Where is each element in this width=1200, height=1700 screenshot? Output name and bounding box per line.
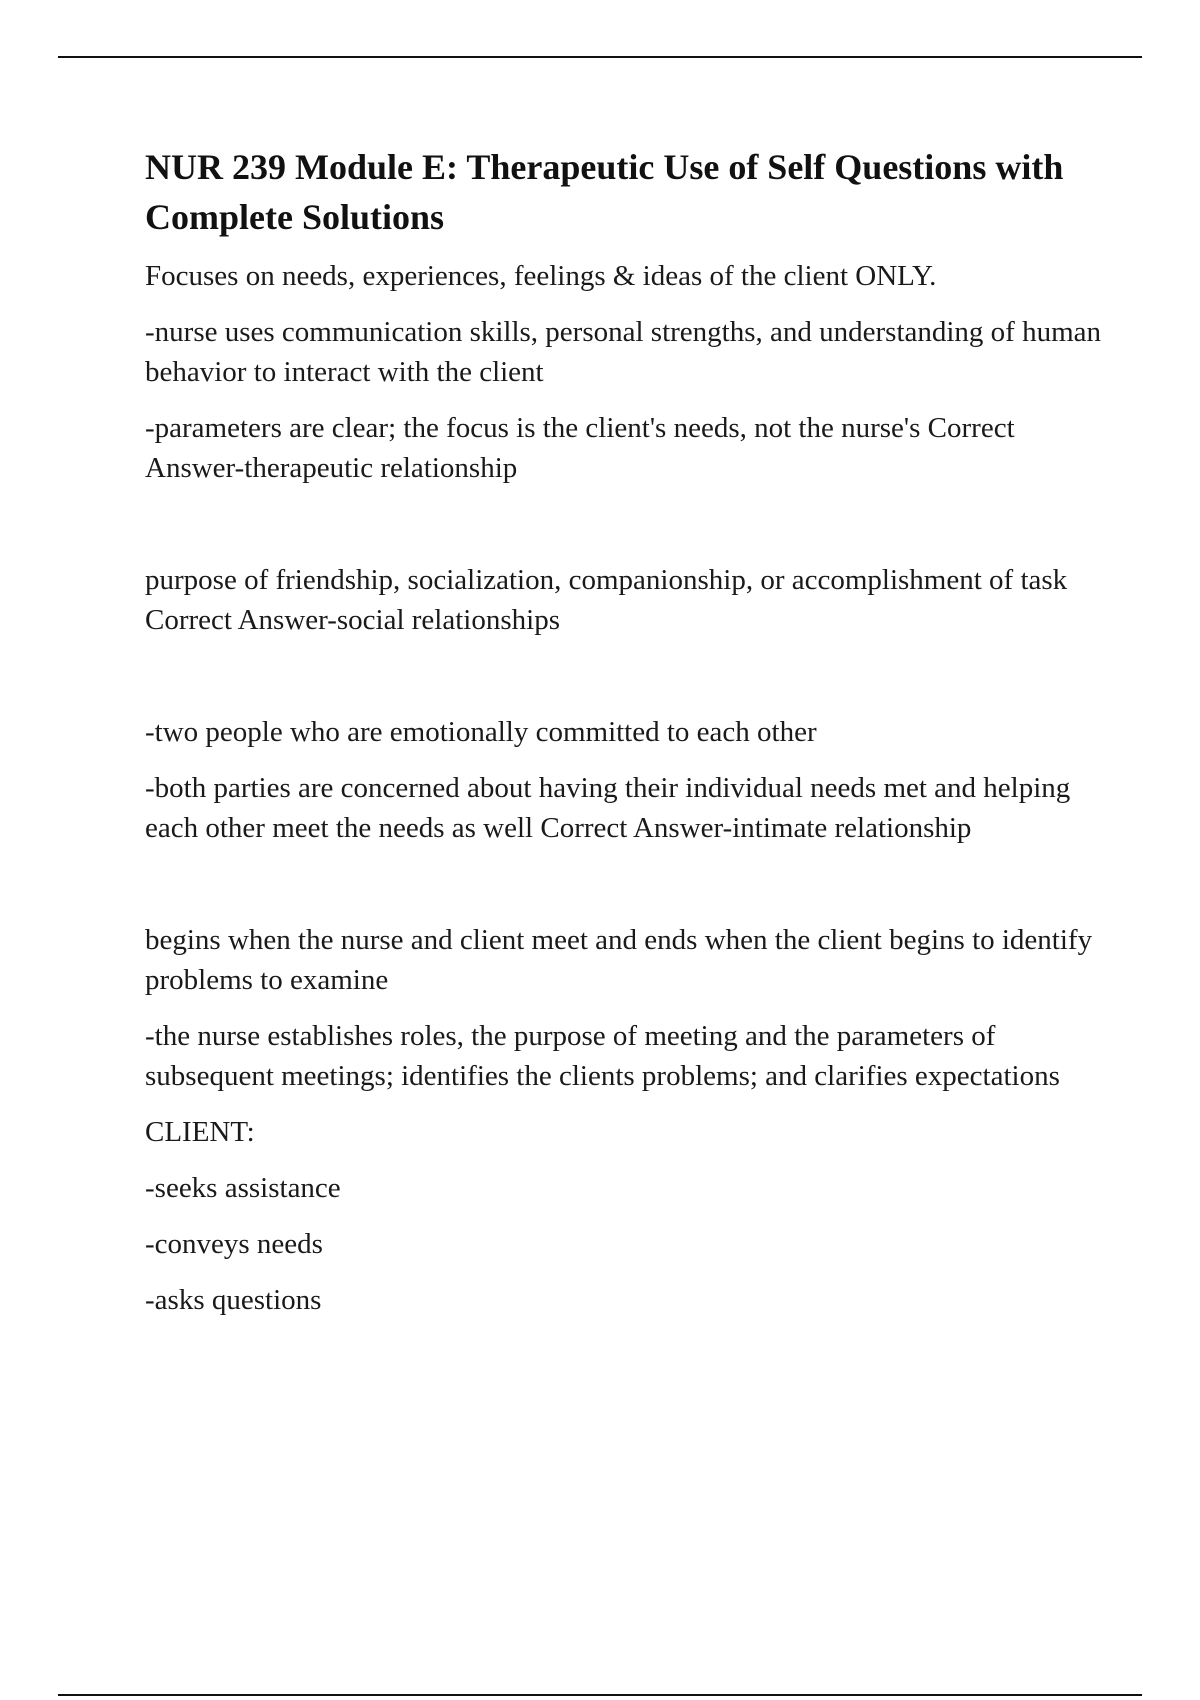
paragraph: -seeks assistance (145, 1172, 341, 1204)
paragraph: -conveys needs (145, 1228, 323, 1260)
paragraph: Focuses on needs, experiences, feelings & ideas of the client ONLY. (145, 260, 937, 292)
paragraph: purpose of friendship, socialization, companionship, or accomplishment of task Correct Answer-social relationships (145, 564, 1068, 636)
qa-block-orientation (145, 920, 1105, 1320)
block-spacer (145, 656, 1105, 712)
block-spacer (145, 504, 1105, 560)
header-rule (58, 56, 1142, 58)
document-title: NUR 239 Module E: Therapeutic Use of Self Questions with Complete Solutions (145, 147, 1064, 237)
block-spacer (145, 864, 1105, 920)
paragraph: -nurse uses communication skills, personal strengths, and understanding of human behavior to interact with the client (145, 316, 1102, 388)
paragraph: CLIENT: (145, 1116, 255, 1148)
footer-rule (58, 1694, 1142, 1696)
paragraph: -parameters are clear; the focus is the client's needs, not the nurse's Correct Answer-therapeutic relationship (145, 412, 1015, 484)
document-body (145, 142, 1105, 1336)
paragraph: -asks questions (145, 1284, 322, 1316)
qa-block-intimate (145, 712, 1105, 848)
paragraph: -two people who are emotionally committed to each other (145, 716, 817, 748)
paragraph: -both parties are concerned about having their individual needs met and helping each other meet the needs as well Correct Answer-intimate relationship (145, 772, 1071, 844)
qa-block-social (145, 560, 1105, 640)
paragraph: begins when the nurse and client meet and ends when the client begins to identify problems to examine (145, 924, 1093, 996)
paragraph: -the nurse establishes roles, the purpose of meeting and the parameters of subsequent meetings; identifies the clients problems; and clarifies expectations (145, 1020, 1060, 1092)
qa-block-therapeutic (145, 256, 1105, 488)
